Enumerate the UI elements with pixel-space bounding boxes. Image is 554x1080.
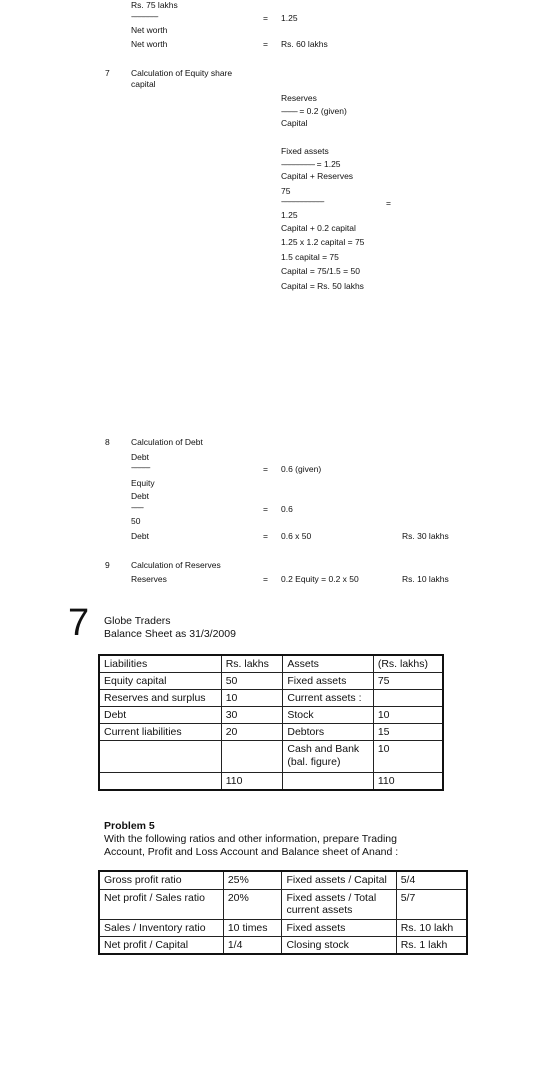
equity-label: Equity — [131, 478, 155, 488]
table-cell: Cash and Bank (bal. figure) — [283, 741, 373, 773]
table-cell: Sales / Inventory ratio — [99, 919, 223, 936]
table-cell — [221, 741, 283, 773]
table-cell: Equity capital — [99, 673, 221, 690]
ratios-table — [98, 870, 468, 955]
table-cell: Net profit / Capital — [99, 936, 223, 954]
calc-line: 1.25 — [281, 210, 298, 220]
table-cell: 20 — [221, 724, 283, 741]
table-cell: 10 — [373, 741, 443, 773]
reserves-fraction — [281, 106, 347, 116]
networth-label: Net worth — [131, 25, 168, 35]
table-cell: Stock — [283, 707, 373, 724]
table-cell: Fixed assets — [282, 919, 396, 936]
table-cell: 1/4 — [223, 936, 282, 954]
table-cell: Debtors — [283, 724, 373, 741]
reserves-label: Reserves — [281, 93, 317, 103]
equals-sign: = — [263, 574, 268, 584]
table-row — [99, 741, 443, 773]
table-total-row — [99, 773, 443, 791]
fa-fraction — [281, 159, 341, 169]
total-cell: 110 — [221, 773, 283, 791]
step-title: Calculation of Debt — [131, 437, 203, 447]
reserves-ratio: = 0.2 (given) — [299, 106, 347, 116]
fraction-line: -------------- — [131, 465, 150, 472]
debt-ratio: 0.6 (given) — [281, 464, 322, 474]
table-cell: 20% — [223, 889, 282, 919]
equals-sign: = — [263, 464, 268, 474]
table-cell: 15 — [373, 724, 443, 741]
balance-sheet-table — [98, 654, 444, 791]
table-cell: 30 — [221, 707, 283, 724]
calc-line: Capital = Rs. 50 lakhs — [281, 281, 364, 291]
fraction-line: --------- — [131, 505, 143, 512]
section-number: 7 — [68, 602, 90, 644]
equals-sign: = — [263, 39, 268, 49]
value-06: 0.6 — [281, 504, 293, 514]
fixed-assets-label: Fixed assets — [281, 146, 329, 156]
table-cell: Fixed assets / Capital — [282, 871, 396, 889]
table-row — [99, 673, 443, 690]
calc-line: Capital + 0.2 capital — [281, 223, 356, 233]
problem-title: Problem 5 — [104, 820, 155, 832]
table-cell: Fixed assets — [283, 673, 373, 690]
header-cell: Assets — [283, 655, 373, 673]
table-cell: 5/4 — [396, 871, 467, 889]
rs75-text: Rs. 75 lakhs — [131, 0, 178, 10]
table-cell: 10 times — [223, 919, 282, 936]
table-cell — [373, 690, 443, 707]
reserves-result: Rs. 10 lakhs — [402, 574, 449, 584]
calc-line: 1.25 x 1.2 capital = 75 — [281, 237, 365, 247]
reserves-label: Reserves — [131, 574, 167, 584]
table-cell: 10 — [373, 707, 443, 724]
company-name: Globe Traders — [104, 615, 171, 627]
table-cell: Debt — [99, 707, 221, 724]
equals-sign: = — [263, 504, 268, 514]
equals-sign: = — [263, 531, 268, 541]
debt-label: Debt — [131, 452, 149, 462]
networth-value: Rs. 60 lakhs — [281, 39, 328, 49]
value-50: 50 — [131, 516, 141, 526]
networth-label-2: Net worth — [131, 39, 168, 49]
table-row — [99, 919, 467, 936]
table-cell: Rs. 1 lakh — [396, 936, 467, 954]
table-cell: Reserves and surplus — [99, 690, 221, 707]
fa-ratio: = 1.25 — [316, 159, 341, 169]
table-row — [99, 889, 467, 919]
header-cell: Liabilities — [99, 655, 221, 673]
total-cell: 110 — [373, 773, 443, 791]
reserves-calc: 0.2 Equity = 0.2 x 50 — [281, 574, 359, 584]
table-row — [99, 724, 443, 741]
problem-text: With the following ratios and other information, prepare Trading — [104, 833, 397, 845]
table-cell: 25% — [223, 871, 282, 889]
equals-sign: = — [263, 13, 268, 23]
capital-reserves-label: Capital + Reserves — [281, 171, 354, 181]
table-cell: Current assets : — [283, 690, 373, 707]
table-row — [99, 707, 443, 724]
table-cell: Gross profit ratio — [99, 871, 223, 889]
debt-label-3: Debt — [131, 531, 149, 541]
step-number: 8 — [105, 437, 110, 447]
step-title: Calculation of Equity share — [131, 68, 233, 78]
header-cell: Rs. lakhs — [221, 655, 283, 673]
header-cell: (Rs. lakhs) — [373, 655, 443, 673]
ratio-value: 1.25 — [281, 13, 298, 23]
step-title-cont: capital — [131, 79, 156, 89]
table-cell: Current liabilities — [99, 724, 221, 741]
value-75: 75 — [281, 186, 291, 196]
step-number: 7 — [105, 68, 110, 78]
table-row — [99, 690, 443, 707]
table-cell: 10 — [221, 690, 283, 707]
table-row — [99, 936, 467, 954]
equals-sign: = — [386, 198, 391, 208]
fraction-line: -------------------- — [131, 14, 158, 21]
table-header-row — [99, 655, 443, 673]
total-cell — [283, 773, 373, 791]
balance-sheet-title: Balance Sheet as 31/3/2009 — [104, 628, 236, 640]
table-cell: Rs. 10 lakh — [396, 919, 467, 936]
fraction-line: ------------ — [281, 109, 297, 116]
table-cell: 50 — [221, 673, 283, 690]
table-cell: 75 — [373, 673, 443, 690]
fraction-line: -------------------------------- — [281, 199, 324, 206]
debt-calc: 0.6 x 50 — [281, 531, 312, 541]
calc-line: Capital = 75/1.5 = 50 — [281, 266, 360, 276]
calc-line: 1.5 capital = 75 — [281, 252, 339, 262]
problem-text-cont: Account, Profit and Loss Account and Balance sheet of Anand : — [104, 846, 399, 858]
table-cell: Fixed assets / Total current assets — [282, 889, 396, 919]
table-cell — [99, 741, 221, 773]
debt-result: Rs. 30 lakhs — [402, 531, 449, 541]
capital-label: Capital — [281, 118, 308, 128]
step-title: Calculation of Reserves — [131, 560, 221, 570]
table-row — [99, 871, 467, 889]
table-cell: 5/7 — [396, 889, 467, 919]
table-cell: Closing stock — [282, 936, 396, 954]
debt-label-2: Debt — [131, 491, 149, 501]
table-cell: Net profit / Sales ratio — [99, 889, 223, 919]
total-cell — [99, 773, 221, 791]
step-number: 9 — [105, 560, 110, 570]
fraction-line: ------------------------- — [281, 162, 315, 169]
